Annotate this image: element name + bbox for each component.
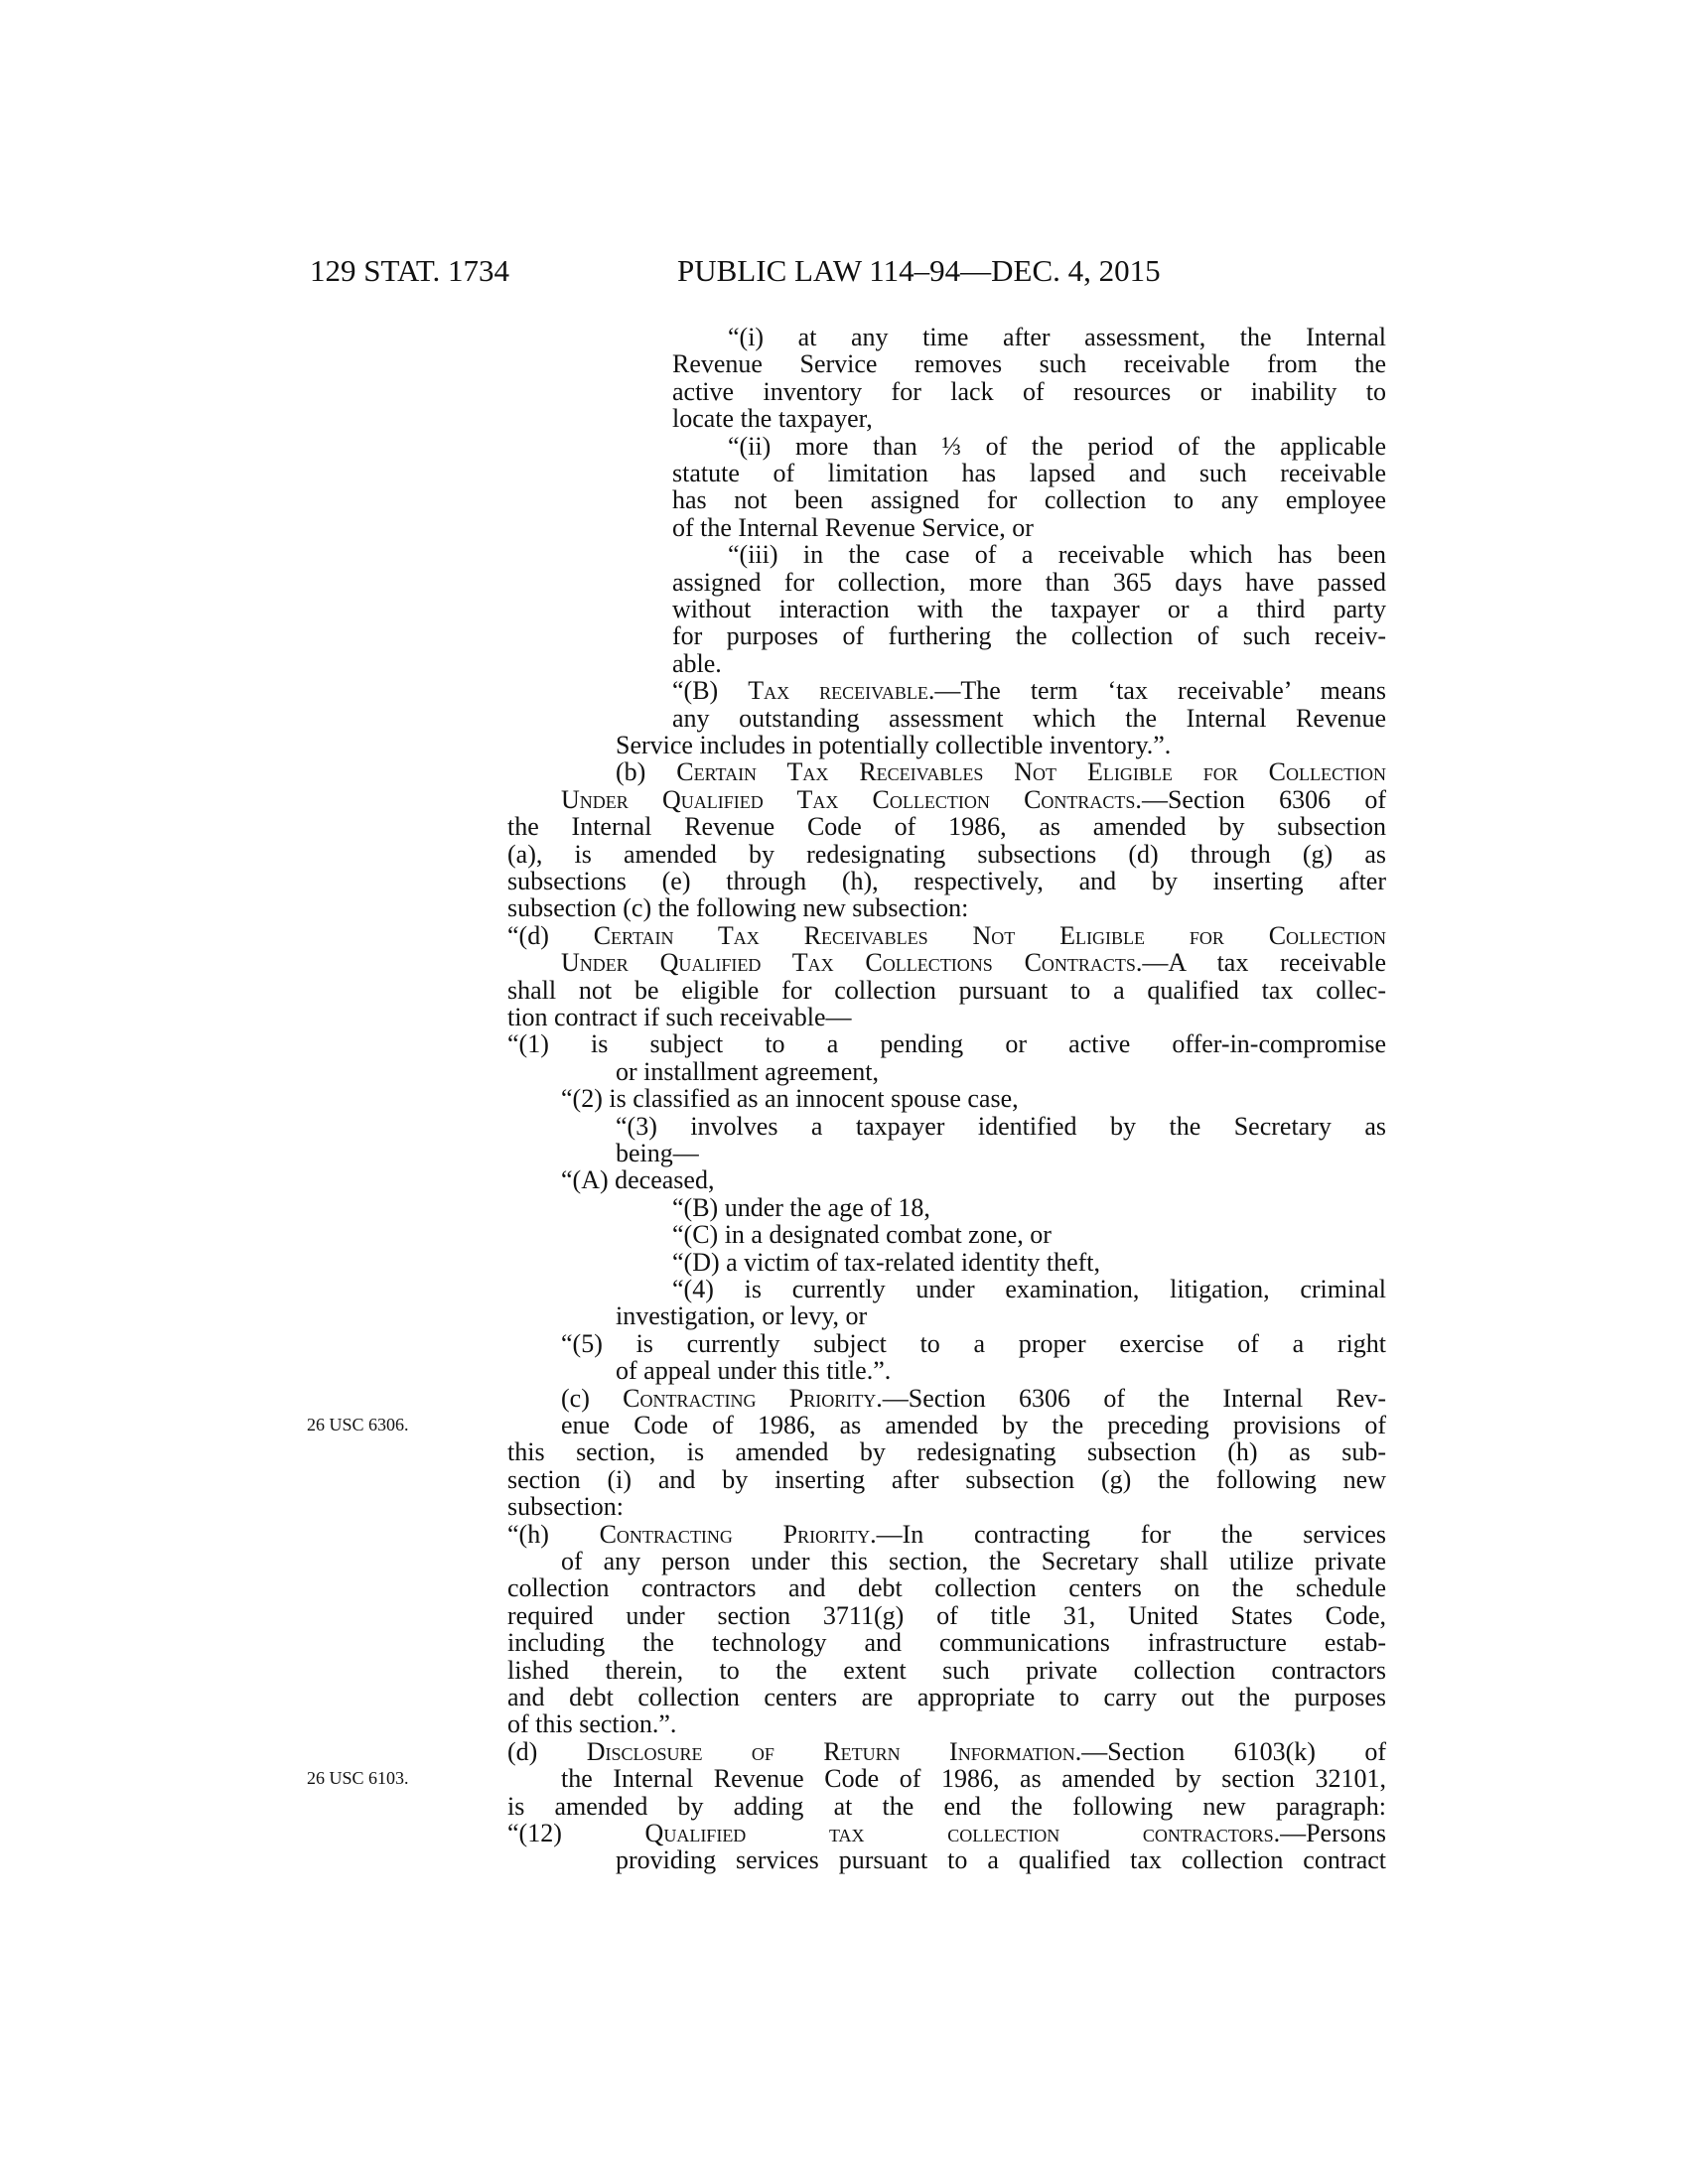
text-line <box>507 1521 1386 1548</box>
text-segment: of the Internal Revenue Service, or <box>672 512 1034 542</box>
text-segment: the Internal Revenue Code of 1986, as amended by section 32101, <box>561 1764 1386 1794</box>
text-line <box>507 1657 1386 1684</box>
text-segment: —A tax receivable <box>1142 948 1386 978</box>
text-segment: section (i) and by inserting after subsection (g) the following new <box>507 1464 1386 1494</box>
text-line <box>507 1820 1386 1846</box>
text-segment: —The term ‘tax receivable’ means <box>934 676 1386 706</box>
text-line <box>561 1385 1386 1412</box>
text-segment: —Section 6103(k) of <box>1081 1736 1386 1766</box>
text-segment: of appeal under this title.”. <box>616 1356 892 1386</box>
text-line <box>507 1466 1386 1493</box>
text-line <box>672 596 1386 622</box>
text-line <box>616 758 1386 785</box>
text-line <box>507 1030 1386 1057</box>
text-line <box>507 868 1386 894</box>
text-line <box>672 514 1386 541</box>
text-segment: shall not be eligible for collection pursuant to a qualified tax collec- <box>507 975 1386 1005</box>
text-line <box>507 1793 1386 1820</box>
margin-note-usc-citation: 26 USC 6103. <box>307 1768 409 1789</box>
text-segment: of this section.”. <box>507 1709 677 1739</box>
text-line <box>672 460 1386 486</box>
text-line <box>672 705 1386 732</box>
text-line <box>672 1194 1386 1221</box>
text-segment: subsections (e) through (h), respectively, and by inserting after <box>507 867 1386 895</box>
margin-note-usc-citation: 26 USC 6306. <box>307 1415 409 1434</box>
text-line <box>561 1330 1386 1357</box>
text-segment: “(4) is currently under examination, litigation, criminal <box>672 1275 1386 1303</box>
text-segment: “(D) a victim of tax-related identity theft, <box>672 1247 1100 1277</box>
text-segment: and debt collection centers are appropriate to carry out the purposes <box>507 1683 1386 1711</box>
text-segment: of any person under this section, the Secretary shall utilize private <box>561 1547 1386 1575</box>
text-line <box>507 1738 1386 1765</box>
text-segment: including the technology and communications infrastructure estab- <box>507 1628 1386 1658</box>
text-segment: is amended by adding at the end the following new paragraph: <box>507 1791 1386 1821</box>
text-segment: subsection (c) the following new subsection: <box>507 893 969 923</box>
text-line <box>616 1113 1386 1140</box>
text-line <box>507 841 1386 868</box>
text-segment: “(3) involves a taxpayer identified by the Secretary as <box>616 1111 1386 1141</box>
text-line <box>616 1058 1386 1085</box>
text-segment: “(d) <box>507 920 594 950</box>
text-line <box>672 569 1386 596</box>
text-segment: any outstanding assessment which the Internal Revenue <box>672 703 1386 733</box>
text-line <box>561 949 1386 976</box>
text-line <box>672 677 1386 704</box>
text-segment: active inventory for lack of resources or inability to <box>672 376 1386 406</box>
text-segment: able. <box>672 648 722 678</box>
text-segment: being— <box>616 1139 699 1167</box>
text-line <box>507 1710 1386 1737</box>
section-heading: Contracting Priority. <box>623 1383 883 1413</box>
text-line <box>728 324 1386 350</box>
text-segment: “(5) is currently subject to a proper exercise of a right <box>561 1328 1386 1358</box>
text-segment: providing services pursuant to a qualified tax collection contract <box>616 1845 1386 1875</box>
text-segment: subsection: <box>507 1492 624 1522</box>
text-segment: without interaction with the taxpayer or a third party <box>672 595 1386 623</box>
text-segment: “(A) deceased, <box>561 1165 715 1195</box>
text-line <box>507 1574 1386 1601</box>
text-segment: “(1) is subject to a pending or active offer-in-compromise <box>507 1029 1386 1059</box>
text-segment: “(B) <box>672 676 749 706</box>
text-segment: has not been assigned for collection to any employee <box>672 485 1386 515</box>
section-heading: Disclosure of Return Information. <box>586 1736 1082 1766</box>
text-segment: enue Code of 1986, as amended by the preceding provisions of <box>561 1411 1386 1439</box>
text-line <box>616 1846 1386 1873</box>
text-line <box>507 1684 1386 1710</box>
text-line <box>616 1140 1386 1166</box>
text-segment: for purposes of furthering the collection of such receiv- <box>672 621 1386 651</box>
text-line <box>561 786 1386 813</box>
text-segment: “(h) <box>507 1519 600 1549</box>
text-line <box>672 378 1386 405</box>
text-segment: (d) <box>507 1736 587 1766</box>
text-segment: —Persons <box>1280 1819 1386 1847</box>
text-line <box>507 1602 1386 1629</box>
text-line <box>672 622 1386 649</box>
text-line <box>507 1438 1386 1465</box>
text-line <box>616 1302 1386 1329</box>
text-line <box>561 1085 1386 1112</box>
text-line <box>507 922 1386 949</box>
text-line <box>672 650 1386 677</box>
section-heading: Certain Tax Receivables Not Eligible for Collection <box>593 920 1387 950</box>
text-line <box>561 1765 1386 1792</box>
text-line <box>561 1548 1386 1574</box>
text-line <box>672 486 1386 513</box>
text-segment: “(B) under the age of 18, <box>672 1192 930 1222</box>
text-segment: “(ii) more than ⅓ of the period of the applicable <box>728 431 1386 461</box>
text-line <box>672 1249 1386 1276</box>
text-segment: “(iii) in the case of a receivable which has been <box>728 540 1386 570</box>
text-line <box>672 1221 1386 1248</box>
text-segment: Service includes in potentially collectible inventory.”. <box>616 731 1172 759</box>
text-line <box>507 813 1386 840</box>
text-line <box>561 1412 1386 1438</box>
text-segment: this section, is amended by redesignating subsection (h) as sub- <box>507 1437 1386 1467</box>
text-line <box>507 1629 1386 1656</box>
section-heading: Under Qualified Tax Collection Contracts. <box>561 784 1142 814</box>
text-segment: (c) <box>561 1383 624 1413</box>
text-line <box>507 977 1386 1004</box>
section-heading: Certain Tax Receivables Not Eligible for Collection <box>676 757 1386 787</box>
text-line <box>672 1276 1386 1302</box>
page-stat-citation: 129 STAT. 1734 <box>310 253 510 288</box>
text-line <box>616 732 1386 758</box>
text-line <box>507 894 1386 921</box>
text-segment: locate the taxpayer, <box>672 404 873 434</box>
text-segment: —In contracting for the services <box>876 1519 1386 1549</box>
text-segment: statute of limitation has lapsed and such receivable <box>672 459 1386 487</box>
running-head-title: PUBLIC LAW 114–94—DEC. 4, 2015 <box>677 253 1161 288</box>
text-segment: tion contract if such receivable— <box>507 1003 852 1031</box>
text-line <box>507 1493 1386 1520</box>
text-line <box>561 1166 1386 1193</box>
text-segment: —Section 6306 of <box>1141 784 1386 814</box>
text-segment: (b) <box>616 757 677 787</box>
text-segment: investigation, or levy, or <box>616 1301 868 1331</box>
text-segment: “(2) is classified as an innocent spouse case, <box>561 1084 1019 1114</box>
text-segment: required under section 3711(g) of title 31, United States Code, <box>507 1600 1386 1630</box>
text-segment: “(12) <box>507 1819 645 1847</box>
text-line <box>728 433 1386 460</box>
text-segment: —Section 6306 of the Internal Rev- <box>882 1383 1387 1413</box>
text-segment: the Internal Revenue Code of 1986, as amended by subsection <box>507 812 1386 842</box>
text-line <box>672 350 1386 377</box>
text-line <box>616 1357 1386 1384</box>
text-segment: (a), is amended by redesignating subsections (d) through (g) as <box>507 839 1386 869</box>
text-line <box>672 405 1386 432</box>
text-line <box>507 1004 1386 1030</box>
section-heading: Qualified tax collection contractors. <box>644 1819 1281 1847</box>
section-heading: Tax receivable. <box>748 676 935 706</box>
text-line <box>728 541 1386 568</box>
text-segment: “(i) at any time after assessment, the Internal <box>728 323 1386 351</box>
text-segment: Revenue Service removes such receivable from the <box>672 349 1386 379</box>
text-segment: assigned for collection, more than 365 days have passed <box>672 567 1386 597</box>
text-segment: “(C) in a designated combat zone, or <box>672 1220 1052 1250</box>
text-segment: lished therein, to the extent such private collection contractors <box>507 1655 1386 1685</box>
section-heading: Under Qualified Tax Collections Contracts. <box>561 948 1143 978</box>
text-segment: or installment agreement, <box>616 1056 879 1086</box>
section-heading: Contracting Priority. <box>599 1519 877 1549</box>
text-segment: collection contractors and debt collection centers on the schedule <box>507 1573 1386 1603</box>
